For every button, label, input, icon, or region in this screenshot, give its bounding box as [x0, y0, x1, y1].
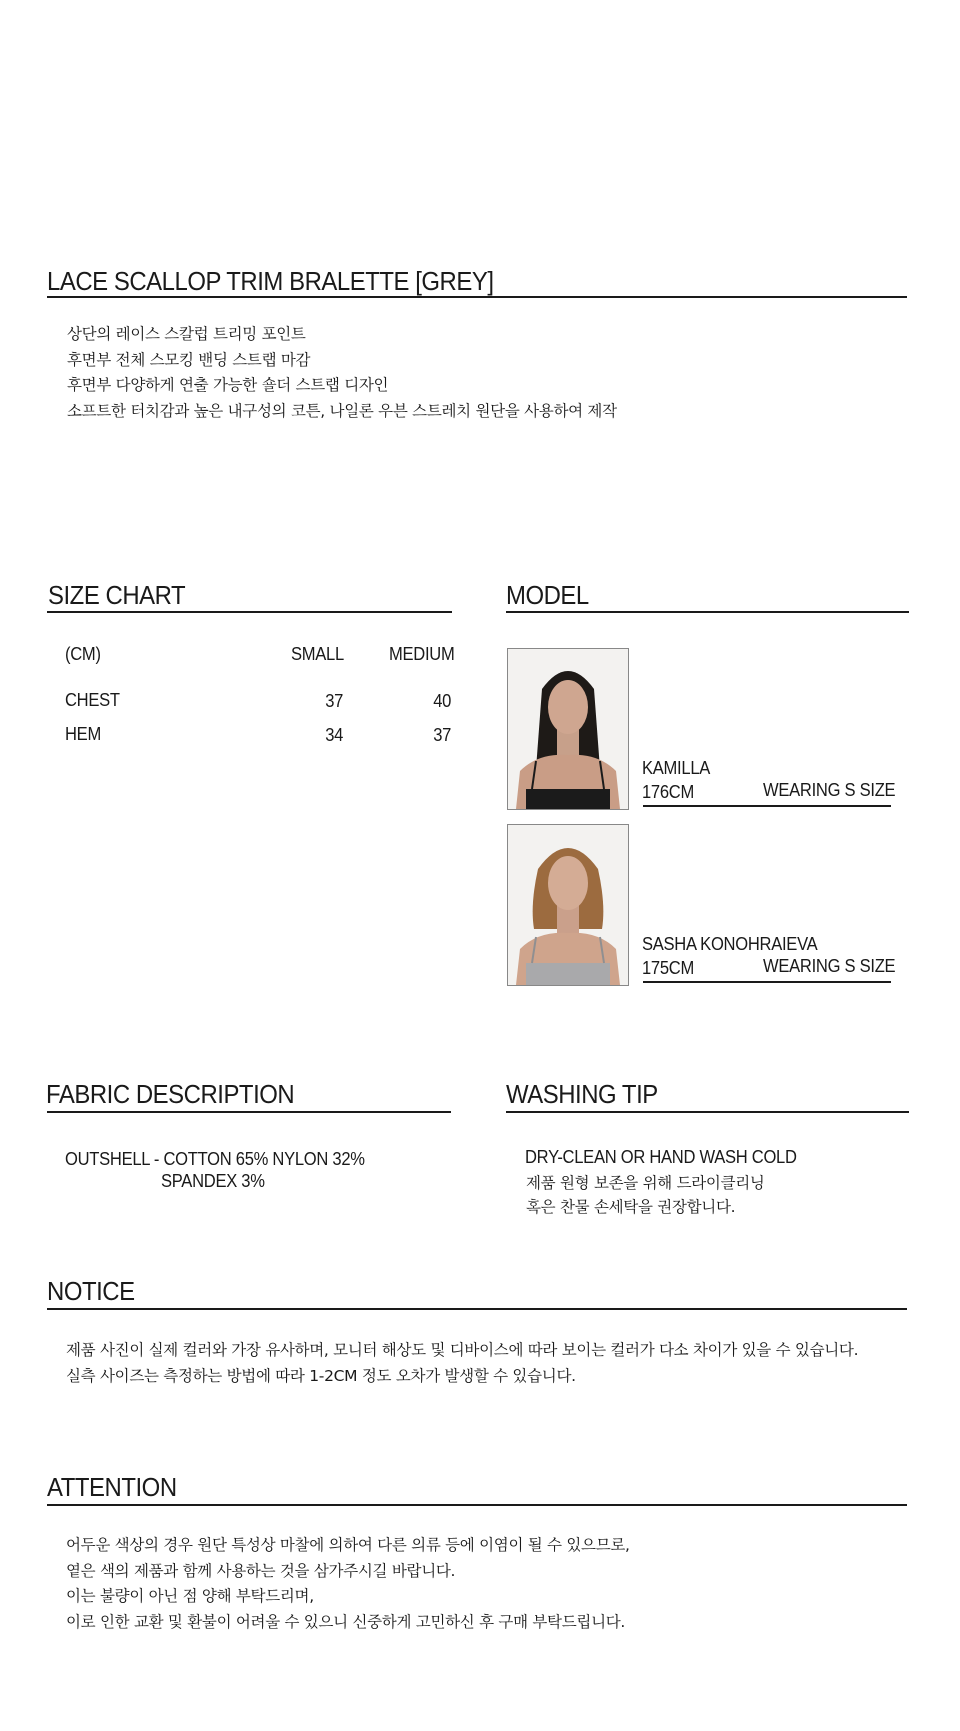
model-photo-sasha: [507, 824, 629, 986]
notice-line: 실측 사이즈는 측정하는 방법에 따라 1-2CM 정도 오차가 발생할 수 있습니다.: [66, 1366, 576, 1385]
product-description: [67, 322, 617, 424]
description-line: 소프트한 터치감과 높은 내구성의 코튼, 나일론 우븐 스트레치 원단을 사용하여 제작: [67, 401, 617, 420]
column-header-small: SMALL: [291, 644, 344, 664]
description-line: 후면부 전체 스모킹 밴딩 스트랩 마감: [67, 350, 311, 369]
attention-divider: [47, 1504, 907, 1506]
washing-instruction: DRY-CLEAN OR HAND WASH COLD: [525, 1147, 797, 1167]
model-divider-kamilla: [643, 805, 891, 807]
model-divider-sasha: [643, 981, 891, 983]
washing-note-line: 혹은 찬물 손세탁을 권장합니다.: [526, 1198, 736, 1216]
model-name-kamilla: KAMILLA: [642, 758, 711, 778]
hem-medium-value: 37: [433, 725, 452, 745]
washing-heading: WASHING TIP: [506, 1079, 658, 1109]
size-chart-heading: SIZE CHART: [48, 580, 186, 610]
fabric-heading: FABRIC DESCRIPTION: [46, 1079, 295, 1109]
attention-heading: ATTENTION: [47, 1472, 177, 1502]
attention-line: 옅은 색의 제품과 함께 사용하는 것을 삼가주시길 바랍니다.: [66, 1561, 456, 1580]
description-line: 상단의 레이스 스칼럽 트리밍 포인트: [67, 325, 306, 343]
column-header-medium: MEDIUM: [389, 644, 455, 664]
product-title: LACE SCALLOP TRIM BRALETTE [GREY]: [47, 266, 494, 296]
attention-line: 어두운 색상의 경우 원단 특성상 마찰에 의하여 다른 의류 등에 이염이 될 수 있으므로,: [66, 1536, 630, 1554]
attention-text: [66, 1533, 630, 1635]
chest-small-value: 37: [325, 691, 344, 711]
chest-medium-value: 40: [433, 691, 452, 711]
notice-text: [66, 1338, 858, 1389]
model-portrait-icon: [508, 649, 628, 809]
fabric-divider: [47, 1111, 451, 1113]
washing-divider: [506, 1111, 909, 1113]
fabric-composition-line: OUTSHELL - COTTON 65% NYLON 32%: [65, 1149, 365, 1169]
hem-small-value: 34: [325, 725, 344, 745]
description-line: 후면부 다양하게 연출 가능한 숄더 스트랩 디자인: [67, 376, 389, 394]
notice-divider: [47, 1308, 907, 1310]
notice-heading: NOTICE: [47, 1276, 135, 1306]
model-wearing-kamilla: WEARING S SIZE: [763, 780, 896, 800]
attention-line: 이는 불량이 아닌 점 양해 부탁드리며,: [66, 1587, 314, 1605]
size-chart-divider: [47, 611, 452, 613]
model-name-sasha: SASHA KONOHRAIEVA: [642, 934, 818, 954]
model-wearing-sasha: WEARING S SIZE: [763, 956, 896, 976]
row-label-hem: HEM: [65, 724, 101, 744]
model-portrait-icon: [508, 825, 628, 985]
model-photo-kamilla: [507, 648, 629, 810]
unit-label: (CM): [65, 644, 101, 664]
model-height-sasha: 175CM: [642, 958, 695, 978]
attention-line: 이로 인한 교환 및 환불이 어려울 수 있으니 신중하게 고민하신 후 구매 부탁드립니다.: [66, 1612, 626, 1631]
fabric-composition-line: SPANDEX 3%: [161, 1171, 265, 1191]
row-label-chest: CHEST: [65, 690, 120, 710]
model-height-kamilla: 176CM: [642, 782, 695, 802]
model-divider: [506, 611, 909, 613]
notice-line: 제품 사진이 실제 컬러와 가장 유사하며, 모니터 해상도 및 디바이스에 따라 보이는 컬러가 다소 차이가 있을 수 있습니다.: [66, 1341, 859, 1359]
washing-note-line: 제품 원형 보존을 위해 드라이클리닝: [526, 1174, 765, 1192]
model-heading: MODEL: [506, 580, 589, 610]
title-divider: [47, 296, 907, 298]
